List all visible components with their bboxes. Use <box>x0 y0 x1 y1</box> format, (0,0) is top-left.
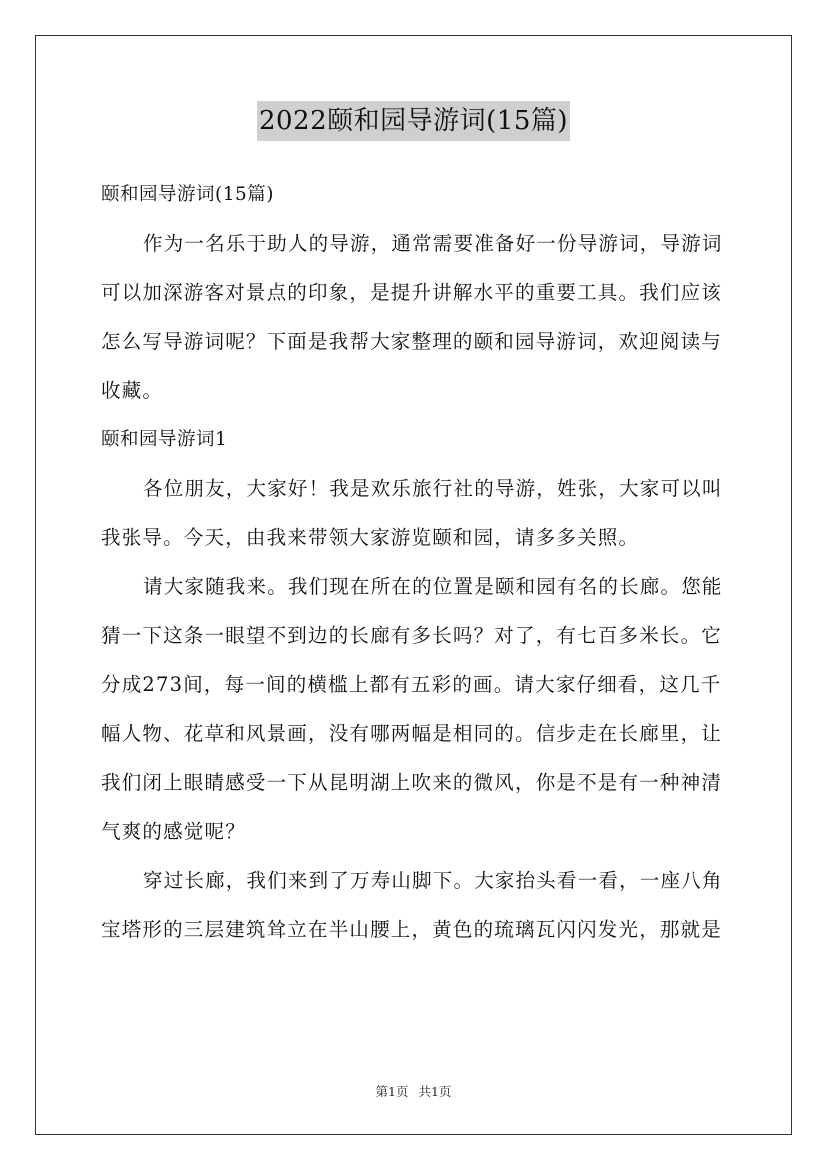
body-line: 分成273间，每一间的横槛上都有五彩的画。请大家仔细看，这几千 <box>101 673 722 696</box>
body-line: 我们闭上眼睛感受一下从昆明湖上吹来的微风，你是不是有一种神清 <box>101 771 723 794</box>
body-line: 怎么写导游词呢？下面是我帮大家整理的颐和园导游词，欢迎阅读与 <box>101 330 723 353</box>
body-line: 可以加深游客对景点的印象，是提升讲解水平的重要工具。我们应该 <box>101 281 723 304</box>
body-line: 各位朋友，大家好！我是欢乐旅行社的导游，姓张，大家可以叫 <box>143 477 723 500</box>
section-heading: 颐和园导游词(15篇) <box>101 184 274 205</box>
page-number: 第1页 <box>375 1084 409 1099</box>
body-line: 宝塔形的三层建筑耸立在半山腰上，黄色的琉璃瓦闪闪发光，那就是 <box>101 918 723 941</box>
page-total: 共1页 <box>418 1084 452 1099</box>
body-line: 作为一名乐于助人的导游，通常需要准备好一份导游词，导游词 <box>143 232 723 255</box>
page-footer <box>0 1082 827 1102</box>
body-line: 气爽的感觉呢？ <box>101 820 246 843</box>
body-line: 幅人物、花草和风景画，没有哪两幅是相同的。信步走在长廊里，让 <box>101 722 723 745</box>
document-body <box>101 170 727 954</box>
body-line: 我张导。今天，由我来带领大家游览颐和园，请多多关照。 <box>101 526 640 549</box>
body-line: 请大家随我来。我们现在所在的位置是颐和园有名的长廊。您能 <box>143 575 723 598</box>
title-area <box>0 101 827 141</box>
body-line: 收藏。 <box>101 379 164 402</box>
body-line: 猜一下这条一眼望不到边的长廊有多长吗？对了，有七百多米长。它 <box>101 624 723 647</box>
body-line: 穿过长廊，我们来到了万寿山脚下。大家抬头看一看，一座八角 <box>143 869 723 892</box>
document-title: 2022颐和园导游词(15篇) <box>257 101 570 141</box>
section-heading: 颐和园导游词1 <box>101 429 228 450</box>
